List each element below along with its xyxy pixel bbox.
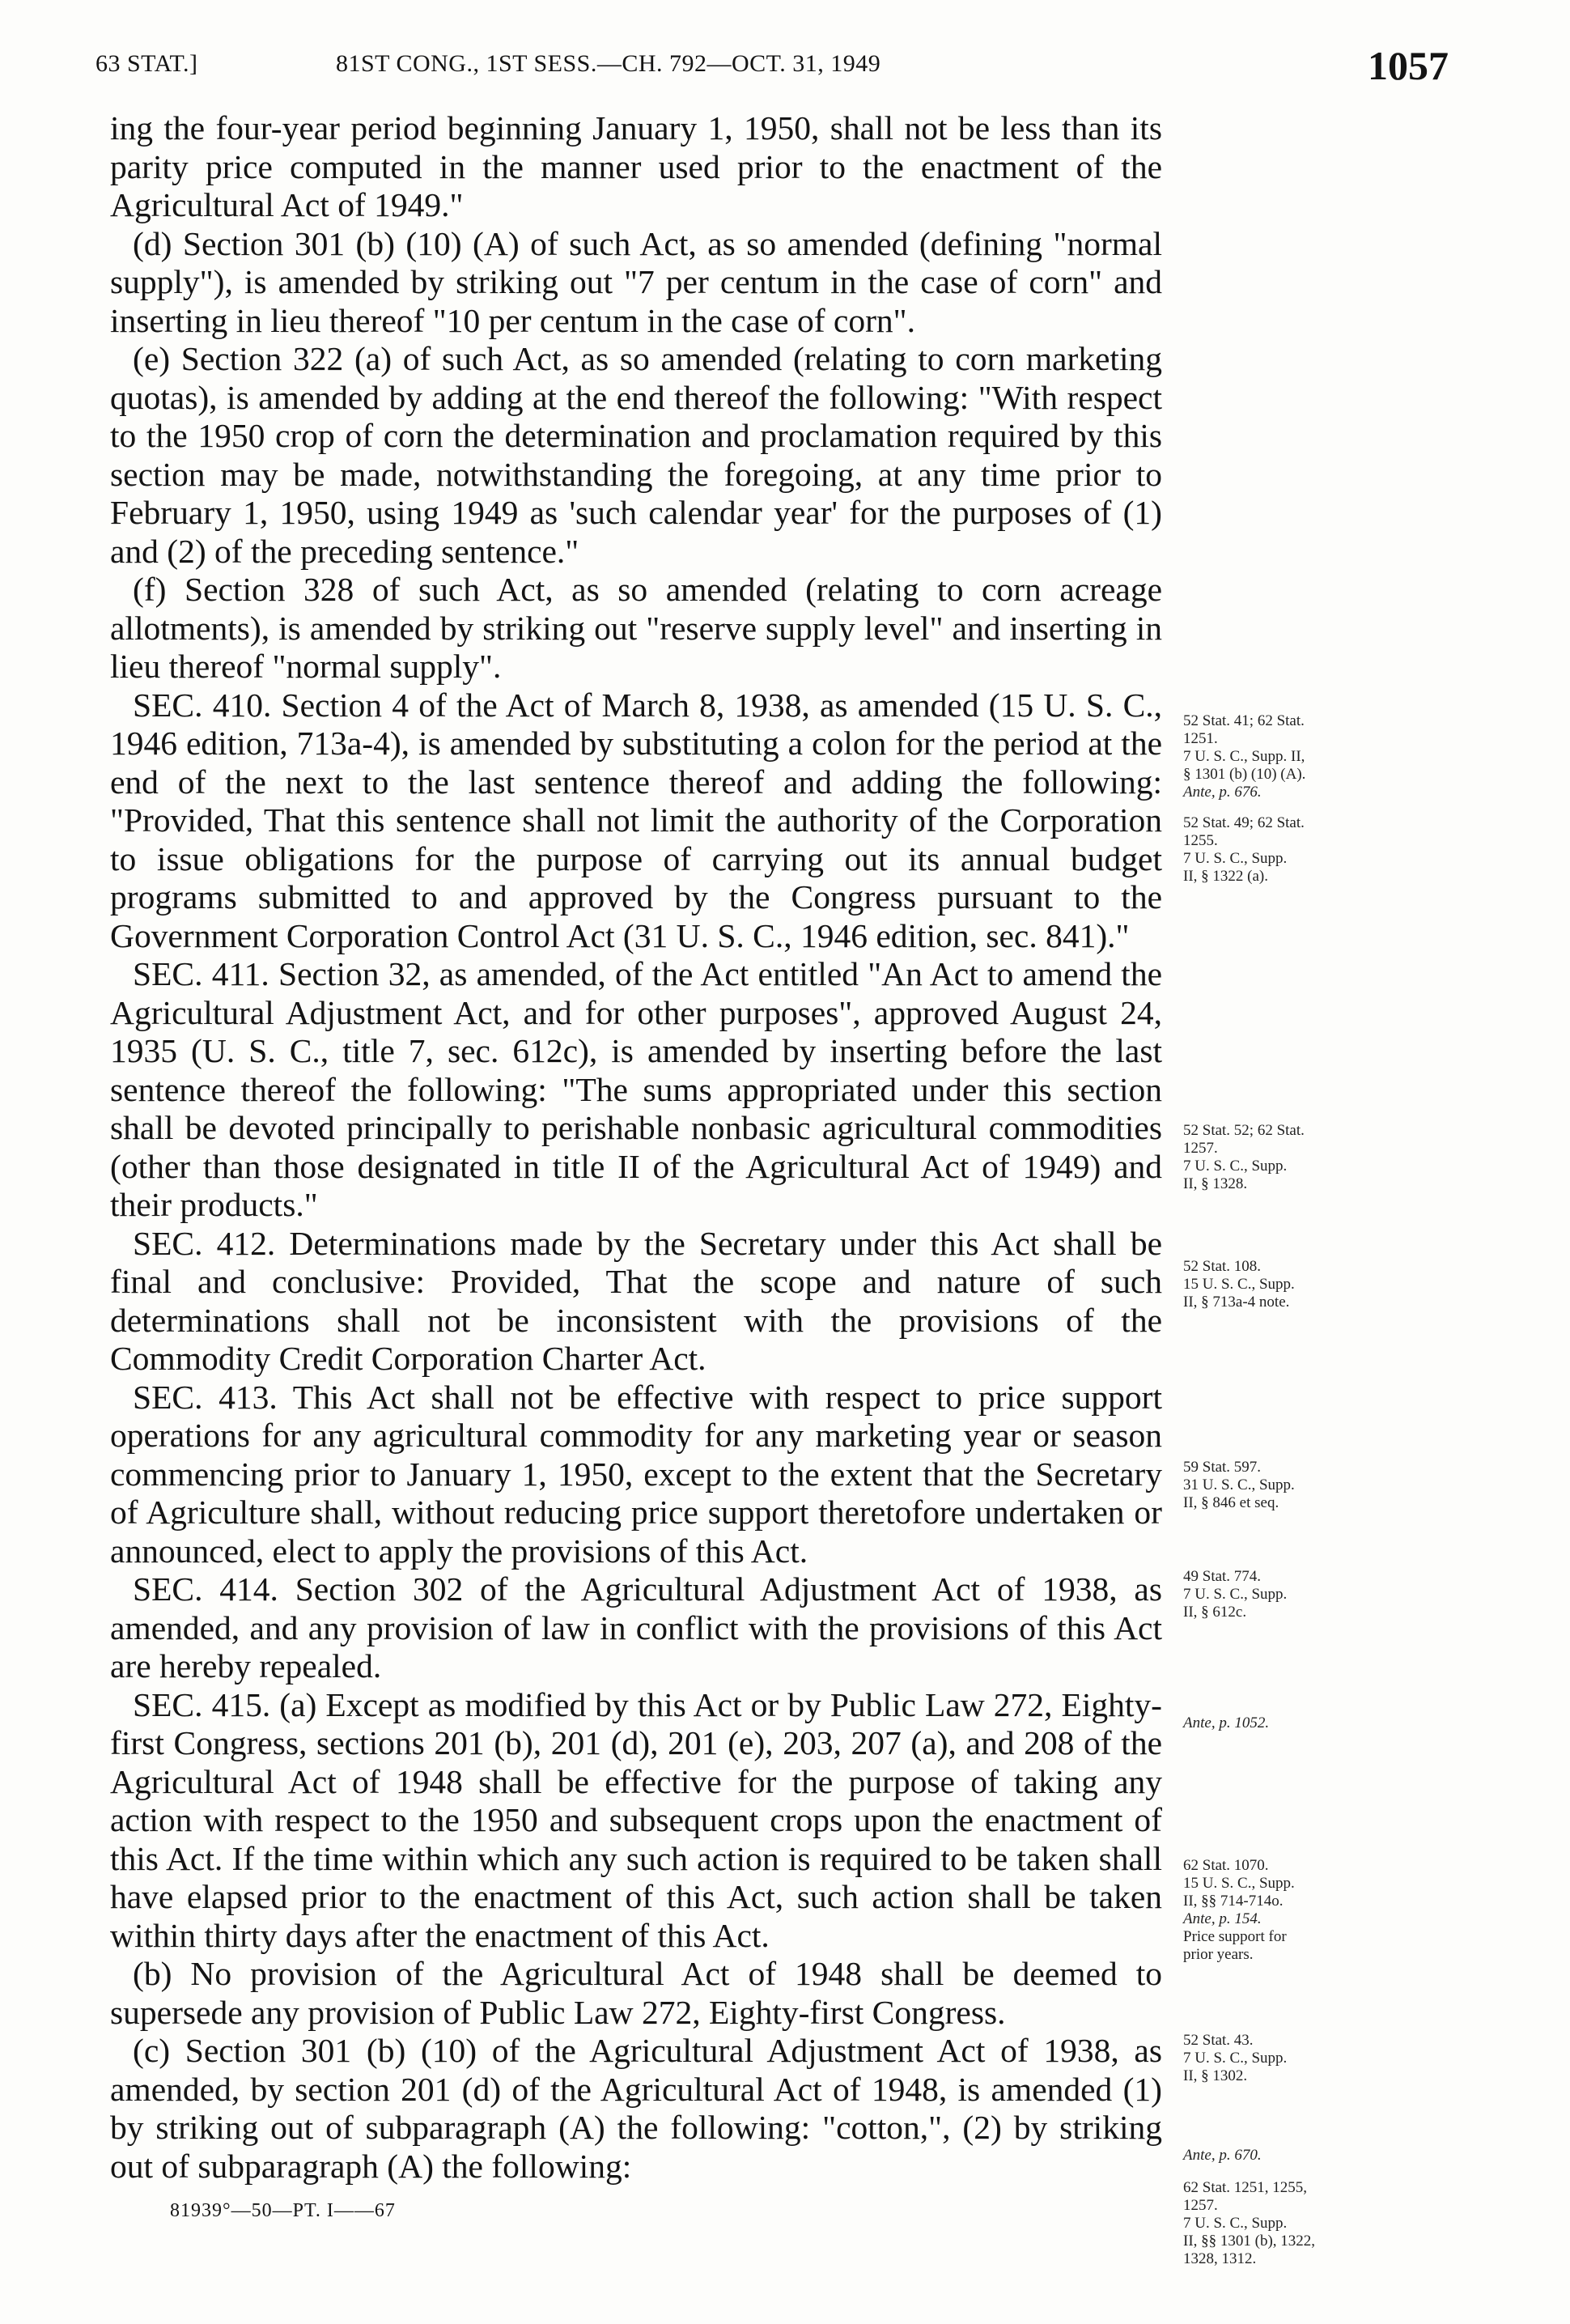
section-410: SEC. 410. Section 4 of the Act of March 8, 1938, as amended (15 U. S. C., 1946 edition, 713a-4), is amended by substituting a colon for the period at the end of the next to the last sentence thereof and adding the following: "Provided, That this sentence shall not limit the authority of the Corporation to issue obligations for the purpose of carrying out its annual budget programs submitted to and approved by the Congress pursuant to the Government Corporation Control Act (31 U. S. C., 1946 edition, sec. 841)." (110, 686, 1162, 954)
margin-citation: 52 Stat. 41; 62 Stat. 1251. 7 U. S. C., Supp. II, § 1301 (b) (10) (A). Ante, p. 676. (1183, 712, 1306, 801)
margin-citation: 62 Stat. 1251, 1255, 1257. 7 U. S. C., Supp. II, §§ 1301 (b), 1322, 1328, 1312. (1183, 2179, 1316, 2267)
page-number: 1057 (1368, 43, 1449, 88)
subsection-f: (f) Section 328 of such Act, as so amended (relating to corn acreage allotments), is amended by striking out "reserve supply level" and inserting in lieu thereof "normal supply". (110, 571, 1162, 685)
margin-citation: 62 Stat. 1070. 15 U. S. C., Supp. II, §§ 714-714o. Ante, p. 154. Price support for prior years. (1183, 1857, 1295, 1963)
margin-citation: Ante, p. 670. (1183, 2147, 1262, 2164)
section-413: SEC. 413. This Act shall not be effective with respect to price support operations for any agricultural commodity for any marketing year or season commencing prior to January 1, 1950, except to the extent that the Secretary of Agriculture shall, without reducing price support theretofore undertaken or announced, elect to apply the provisions of this Act. (110, 1378, 1162, 1570)
statute-body (110, 109, 1162, 2186)
margin-citation: Ante, p. 1052. (1183, 1714, 1270, 1731)
volume-reference: 63 STAT.] (95, 50, 198, 77)
margin-citation: 52 Stat. 108. 15 U. S. C., Supp. II, § 713a-4 note. (1183, 1258, 1295, 1311)
margin-citation: 49 Stat. 774. 7 U. S. C., Supp. II, § 612c. (1183, 1568, 1288, 1621)
paragraph-continuation: ing the four-year period beginning January 1, 1950, shall not be less than its parity price computed in the manner used prior to the enactment of the Agricultural Act of 1949." (110, 109, 1162, 223)
margin-citation: 59 Stat. 597. 31 U. S. C., Supp. II, § 846 et seq. (1183, 1459, 1295, 1511)
section-414: SEC. 414. Section 302 of the Agricultural Adjustment Act of 1938, as amended, and any provision of law in conflict with the provisions of this Act are hereby repealed. (110, 1570, 1162, 1685)
subsection-d: (d) Section 301 (b) (10) (A) of such Act, as so amended (defining "normal supply"), is amended by striking out "7 per centum in the case of corn" and inserting in lieu thereof "10 per centum in the case of corn". (110, 224, 1162, 339)
section-411: SEC. 411. Section 32, as amended, of the Act entitled "An Act to amend the Agricultural Adjustment Act, and for other purposes", approved August 24, 1935 (U. S. C., title 7, sec. 612c), is amended by inserting before the last sentence thereof the following: "The sums appropriated under this section shall be devoted principally to perishable nonbasic agricultural commodities (other than those designated in title II of the Agricultural Act of 1949) and their products." (110, 955, 1162, 1223)
margin-citation: 52 Stat. 52; 62 Stat. 1257. 7 U. S. C., Supp. II, § 1328. (1183, 1122, 1305, 1192)
section-415-c: (c) Section 301 (b) (10) of the Agricultural Adjustment Act of 1938, as amended, by section 201 (d) of the Agricultural Act of 1948, is amended (1) by striking out of subparagraph (A) the following: "cotton,", (2) by striking out of subparagraph (A) the following: (110, 2032, 1162, 2185)
print-signature: 81939°—50—PT. I——67 (170, 2200, 396, 2221)
margin-citation: 52 Stat. 43. 7 U. S. C., Supp. II, § 1302. (1183, 2032, 1288, 2084)
section-412: SEC. 412. Determinations made by the Secretary under this Act shall be final and conclusive: Provided, That the scope and nature of such determinations shall not be inconsistent with the provisions of the Commodity Credit Corporation Charter Act. (110, 1224, 1162, 1377)
section-415-a: SEC. 415. (a) Except as modified by this Act or by Public Law 272, Eighty-first Congress, sections 201 (b), 201 (d), 201 (e), 203, 207 (a), and 208 of the Agricultural Act of 1948 shall be effective for the purpose of taking any action with respect to the 1950 and subsequent crops upon the enactment of this Act. If the time within which any such action is required to be taken shall have elapsed prior to the enactment of this Act, such action shall be taken within thirty days after the enactment of this Act. (110, 1685, 1162, 1954)
section-415-b: (b) No provision of the Agricultural Act of 1948 shall be deemed to supersede any provision of Public Law 272, Eighty-first Congress. (110, 1955, 1162, 2031)
subsection-e: (e) Section 322 (a) of such Act, as so amended (relating to corn marketing quotas), is amended by adding at the end thereof the following: "With respect to the 1950 crop of corn the determination and proclamation required by this section may be made, notwithstanding the foregoing, at any time prior to February 1, 1950, using 1949 as 'such calendar year' for the purposes of (1) and (2) of the preceding sentence." (110, 340, 1162, 570)
session-chapter-date: 81ST CONG., 1ST SESS.—CH. 792—OCT. 31, 1949 (336, 50, 881, 77)
running-header (0, 42, 1570, 99)
margin-citation: 52 Stat. 49; 62 Stat. 1255. 7 U. S. C., Supp. II, § 1322 (a). (1183, 814, 1305, 885)
